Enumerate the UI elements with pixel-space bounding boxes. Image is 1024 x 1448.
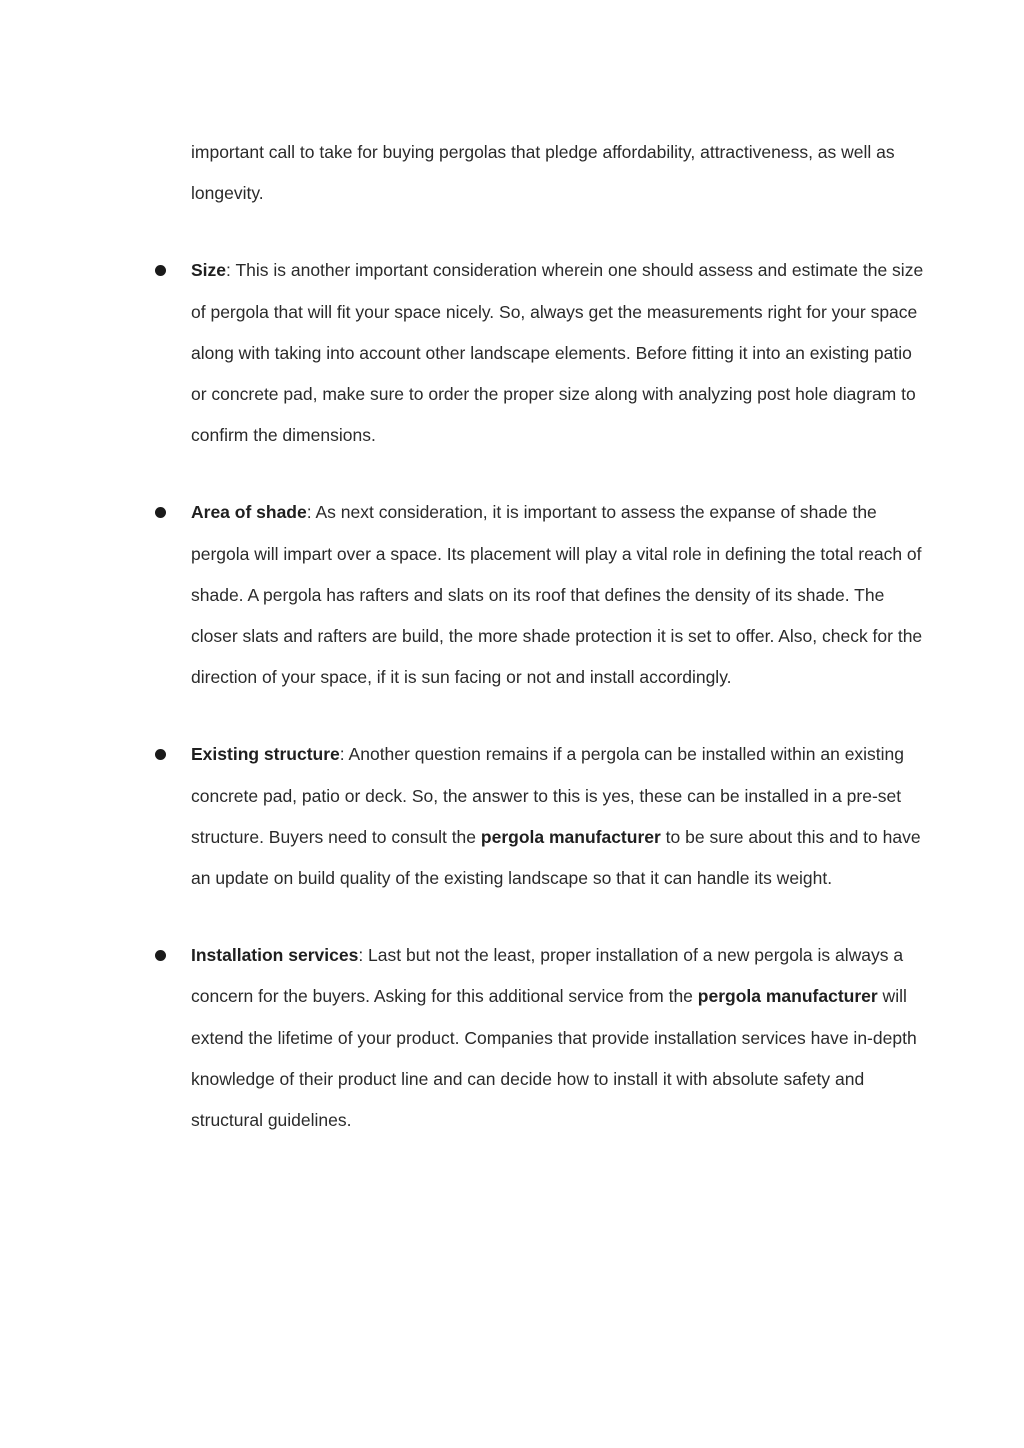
intro-paragraph: important call to take for buying pergolas that pledge affordability, attractiveness, as well as longevity. <box>191 142 895 204</box>
list-item-area-of-shade <box>191 492 926 698</box>
bullet-icon <box>155 749 166 760</box>
paragraph-spacer <box>191 456 926 492</box>
item-term: Existing structure <box>191 744 340 765</box>
list-item-existing-structure <box>191 734 926 899</box>
bullet-icon <box>155 265 166 276</box>
list-item-installation-services <box>191 935 926 1141</box>
item-term: Area of shade <box>191 502 307 523</box>
item-body-before: : Last but not the least, proper installation of a new pergola is always a concern for the buyers. Asking for this additional service from the <box>191 945 904 1007</box>
item-term: Installation services <box>191 945 359 966</box>
item-body-after: to be sure about this and to have an update on build quality of the existing landscape so that it can handle its weight. <box>191 826 921 889</box>
list-item-size <box>191 250 926 456</box>
bullet-icon <box>155 507 166 518</box>
paragraph-spacer <box>191 698 926 734</box>
item-body-before: : Another question remains if a pergola can be installed within an existing concrete pad, patio or deck. So, the answer to this is yes, these can be installed in a pre-set structure. Buyers need to consult the <box>191 744 905 847</box>
item-term: Size <box>191 260 227 281</box>
bullet-icon <box>155 950 166 961</box>
item-body: : This is another important consideration wherein one should assess and estimate the size of pergola that will fit your space nicely. So, always get the measurements right for your space along with taking into account other landscape elements. Before fitting it into an existing patio or concrete pad, make sure to order the proper size along with analyzing post hole diagram to confirm the dimensions. <box>191 260 924 446</box>
keyword-highlight: pergola manufacturer <box>697 986 878 1007</box>
document-body <box>191 132 926 1141</box>
item-body: : As next consideration, it is important to assess the expanse of shade the pergola will impart over a space. Its placement will play a vital role in defining the total reach of shade. A pergola has rafters and slats on its roof that defines the density of its shade. The closer slats and rafters are build, the more shade protection it is set to offer. Also, check for the direction of your space, if it is sun facing or not and install accordingly. <box>191 502 923 688</box>
item-body-after: will extend the lifetime of your product. Companies that provide installation services have in-depth knowledge of their product line and can decide how to install it with absolute safety and structural guidelines. <box>191 986 917 1131</box>
paragraph-spacer <box>191 214 926 250</box>
paragraph-spacer <box>191 899 926 935</box>
keyword-highlight: pergola manufacturer <box>480 826 661 847</box>
